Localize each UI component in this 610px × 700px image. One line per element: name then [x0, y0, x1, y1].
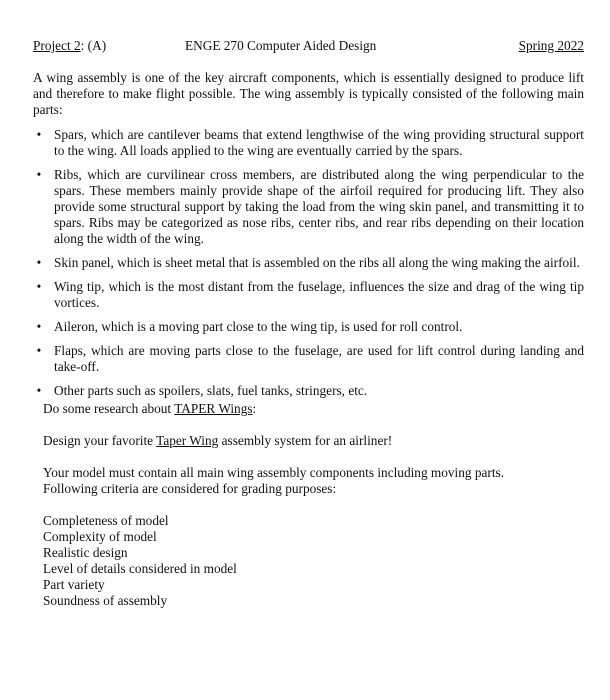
research-prefix: Do some research about: [43, 401, 175, 416]
research-instruction: [43, 401, 584, 417]
bullet-icon: •: [36, 343, 42, 358]
list-item-text: Ribs, which are curvilinear cross members, are distributed along the wing perpendicular to the spars. These members mainly provide shape of the airfoil required for producing lift. They also provide some structural support by taking the load from the wing skin panel, and transmitting it to spars. Ribs may be categorized as nose ribs, center ribs, and rear ribs depending on their location along the width of the wing.: [54, 167, 584, 246]
bullet-icon: •: [36, 319, 42, 334]
list-item: [33, 343, 584, 375]
bullet-icon: •: [36, 279, 42, 294]
list-item: [33, 255, 584, 271]
requirements-line-1: Your model must contain all main wing assembly components including moving parts.: [43, 465, 505, 480]
bullet-icon: •: [36, 167, 42, 182]
requirements-line-2: Following criteria are considered for grading purposes:: [43, 481, 337, 496]
list-item: [33, 383, 584, 399]
list-item: [33, 127, 584, 159]
list-item: Level of details considered in model: [43, 561, 237, 576]
list-item: Completeness of model: [43, 513, 169, 528]
intro-paragraph: A wing assembly is one of the key aircraft components, which is essentially designed to produce lift and therefore to make flight possible. The wing assembly is typically consisted of the following main parts:: [33, 70, 584, 117]
design-topic: Taper Wing: [156, 433, 219, 448]
list-item-text: Aileron, which is a moving part close to the wing tip, is used for roll control.: [54, 319, 463, 334]
research-suffix: :: [252, 401, 257, 416]
list-item: Soundness of assembly: [43, 593, 168, 608]
list-item-text: Other parts such as spoilers, slats, fuel tanks, stringers, etc.: [54, 383, 368, 398]
project-number: Project 2: [33, 38, 81, 53]
list-item-text: Wing tip, which is the most distant from the fuselage, influences the size and drag of the wing tip vortices.: [54, 279, 584, 310]
project-label: [33, 38, 106, 54]
term-label: Spring 2022: [518, 38, 584, 53]
list-item: [33, 167, 584, 247]
design-suffix: assembly system for an airliner!: [218, 433, 393, 448]
list-item: Part variety: [43, 577, 105, 592]
project-variant: : (A): [80, 38, 107, 53]
bullet-icon: •: [36, 255, 42, 270]
research-topic: TAPER Wings: [174, 401, 253, 416]
document-page: [33, 38, 584, 609]
design-instruction: [43, 433, 584, 449]
course-title: ENGE 270 Computer Aided Design: [185, 38, 377, 53]
bullet-icon: •: [36, 383, 42, 398]
document-header: [33, 38, 584, 56]
list-item: [33, 319, 584, 335]
wing-parts-list: [33, 127, 584, 399]
assignment-section: [43, 401, 584, 609]
design-prefix: Design your favorite: [43, 433, 157, 448]
list-item: Realistic design: [43, 545, 128, 560]
grading-criteria-list: [43, 513, 584, 609]
list-item: Complexity of model: [43, 529, 157, 544]
list-item: [33, 279, 584, 311]
list-item-text: Skin panel, which is sheet metal that is assembled on the ribs all along the wing making the airfoil.: [54, 255, 580, 270]
list-item-text: Flaps, which are moving parts close to the fuselage, are used for lift control during landing and take-off.: [54, 343, 584, 374]
bullet-icon: •: [36, 127, 42, 142]
list-item-text: Spars, which are cantilever beams that extend lengthwise of the wing providing structural support to the wing. All loads applied to the wing are eventually carried by the spars.: [54, 127, 584, 158]
